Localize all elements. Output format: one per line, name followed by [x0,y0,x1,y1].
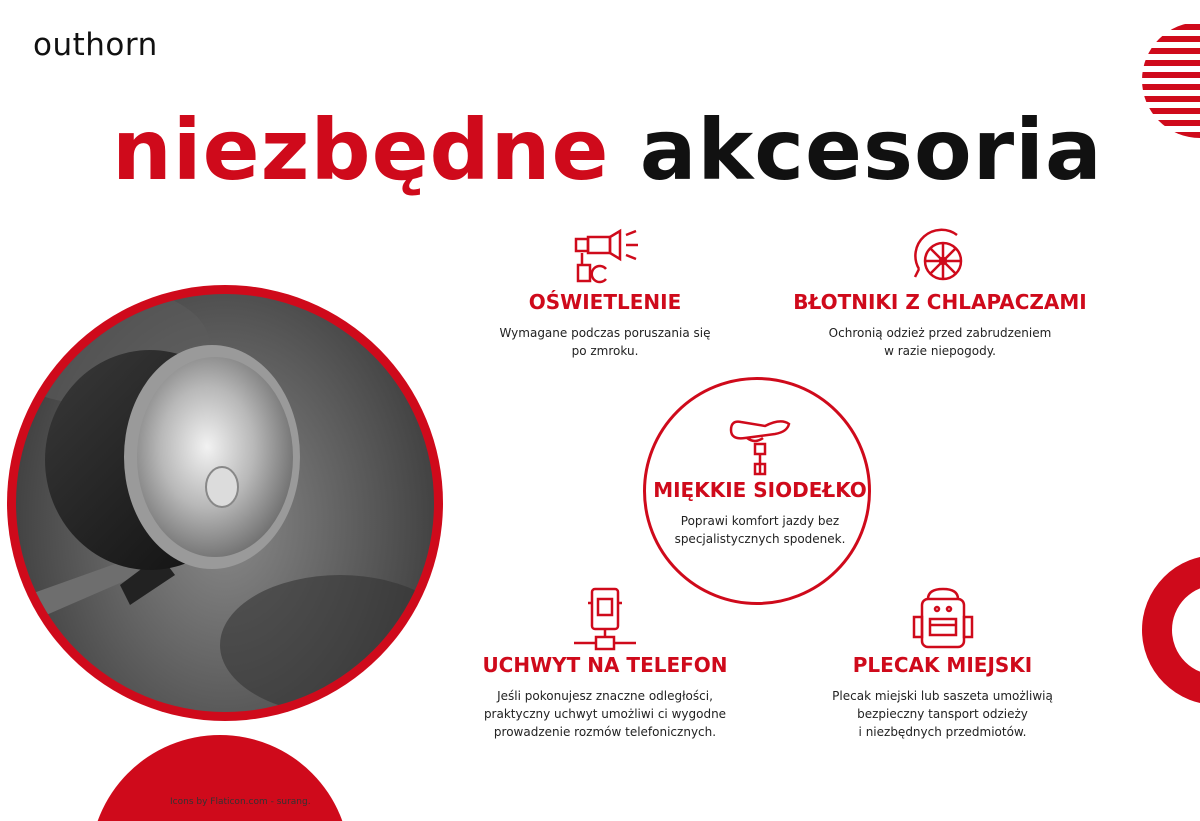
headline-word-red: niezbędne [112,101,610,199]
red-half-circle-decoration [90,735,350,821]
feature-description: Wymagane podczas poruszania się po zmroku. [499,326,711,358]
headline-word-black: akcesoria [639,101,1103,199]
feature-mudguards [790,225,1090,360]
backpack-icon [908,585,978,653]
feature-lighting [470,225,740,360]
bike-headlight-photo [0,225,450,821]
phone-holder-icon [570,585,640,653]
red-half-ring-decoration [1142,555,1200,705]
striped-circle-decoration [1140,20,1200,140]
feature-description: Ochronią odzież przed zabrudzeniem w razie niepogody. [828,326,1052,358]
page-headline [112,100,1103,200]
mudguard-icon [905,225,975,290]
feature-title: OŚWIETLENIE [528,290,682,314]
feature-title: PLECAK MIEJSKI [852,653,1033,677]
feature-description: Plecak miejski lub saszeta umożliwią bezpieczny tansport odzieży i niezbędnych przedmiotów. [832,689,1053,739]
bike-light-icon [570,225,640,290]
feature-title: MIĘKKIE SIODEŁKO [653,478,867,502]
feature-title: UCHWYT NA TELEFON [482,653,728,677]
feature-city-backpack [800,585,1085,741]
feature-title: BŁOTNIKI Z CHLAPACZAMI [793,290,1087,314]
saddle-icon [725,408,795,478]
feature-description: Jeśli pokonujesz znaczne odległości, praktyczny uchwyt umożliwi ci wygodne prowadzenie rozmów telefonicznych. [483,689,727,739]
feature-saddle [640,408,880,548]
icon-credits: Icons by Flaticon.com - surang. [170,797,311,807]
feature-phone-holder [450,585,760,741]
feature-description: Poprawi komfort jazdy bez specjalistycznych spodenek. [674,514,846,546]
brand-logo: outhorn [33,27,158,63]
